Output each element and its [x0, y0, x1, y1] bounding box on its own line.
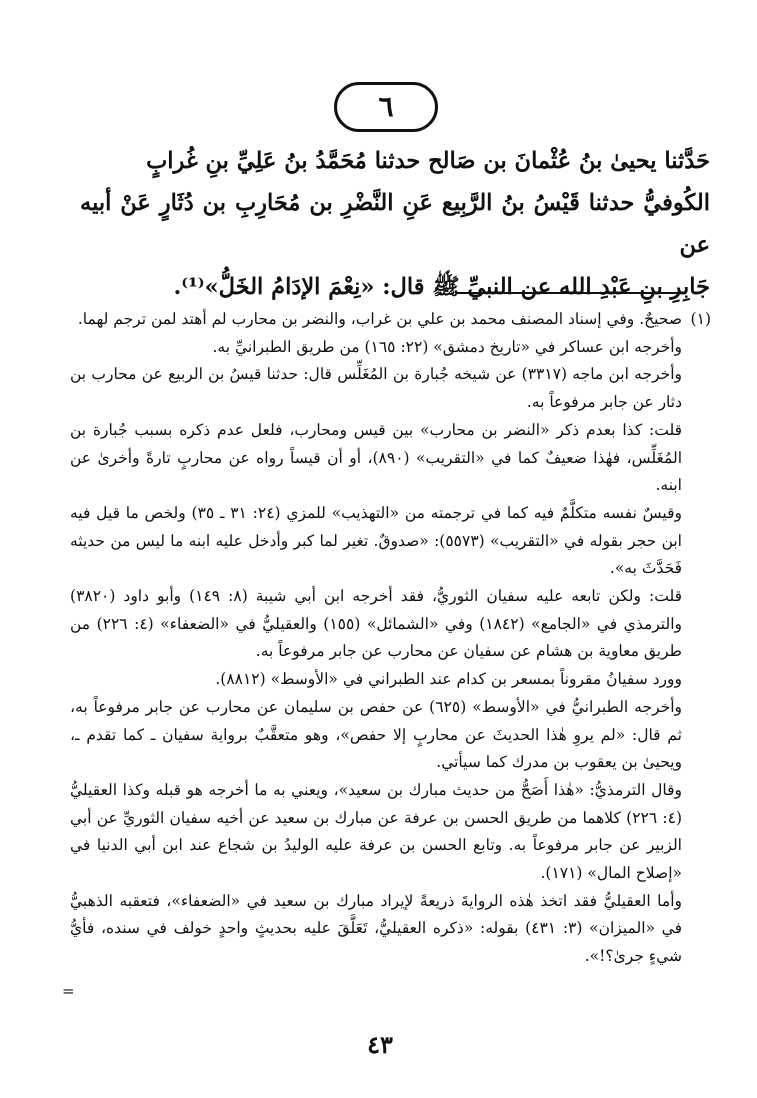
hadith-number-badge: [334, 82, 438, 132]
hadith-line: الكُوفيُّ حدثنا قَيْسُ بنُ الرَّبِيع عَنِ النَّضْرِ بن مُحَارِبِ بن دُثَارٍ عَنْ أبيه عن: [80, 190, 710, 258]
footnote-paragraph: وأخرجه ابن عساكر في «تاريخ دمشق» (٢٢: ١٦٥) من طريق الطبرانيِّ به.: [212, 337, 682, 356]
footnote-paragraph: وقال الترمذيُّ: «هٰذا أَصَحُّ من حديث مبارك بن سعيد»، ويعني به ما أخرجه هو قبله وكذا العقيليُّ (٤: ٢٢٦) كلاهما من طريق الحسن بن عرفة عن مبارك بن سعيد عن أخيه سفيان الثوريِّ عن أبي الزبير عن جابر مرفوعاً به. وتابع الحسن بن عرفة عليه الوليدُ بن شجاع عند ابن أبي الدنيا في «إصلاح المال» (١٧١).: [70, 780, 682, 883]
footnote-paragraph: قلت: ولكن تابعه عليه سفيان الثوريُّ، فقد أخرجه ابن أبي شيبة (٨: ١٤٩) وأبو داود (٣٨٢٠) والترمذي في «الجامع» (١٨٤٢) وفي «الشمائل» (١٥٥) والعقيليُّ في «الضعفاء» (٤: ٢٢٦) من طريق معاوية بن هشام عن سفيان عن محارب عن جابر مرفوعاً به.: [70, 587, 682, 661]
footnote-paragraph: صحيحٌ. وفي إسناد المصنف محمد بن علي بن غراب، والنضر بن محارب لم أهتد لمن ترجم لهما.: [77, 310, 682, 328]
footnote-paragraph: قلت: كذا بعدم ذكر «النضر بن محارب» بين قيس ومحارب، فلعل عدم ذكره بسبب جُبارة بن المُغَلِّس، فهٰذا ضعيفٌ كما في «التقريب» (٨٩٠)، أو أن قيساً رواه عن محاربٍ تارةً وأخرىٰ عن ابنه.: [70, 420, 683, 495]
hadith-line: جَابِرِ بنِ عَبْدِ الله عن النبيِّ ﷺ قال: «نِعْمَ الإدَامُ الخَلُّ»⁽¹⁾.: [173, 274, 710, 300]
footnote-paragraph: وأخرجه الطبرانيُّ في «الأوسط» (٦٢٥) عن حفص بن سليمان عن محارب عن جابر مرفوعاً به، ثم قال: «لم يروِ هٰذا الحديثَ عن محاربٍ إلا حفص»، وهو متعقَّبٌ برواية سفيان ـ كما تقدم ـ، ويحيىٰ بن يعقوب بن مدرك كما سيأتي.: [70, 697, 682, 772]
footnote-body: [70, 306, 682, 971]
hadith-text: [80, 140, 710, 308]
page-number: ٤٣: [367, 1030, 393, 1059]
hadith-number: ٦: [378, 90, 394, 123]
footnote-divider: [456, 292, 682, 294]
hadith-line: حَدَّثنا يحيىٰ بنُ عُثْمانَ بن صَالح حدثنا مُحَمَّدُ بنُ عَلِيِّ بنِ غُرابٍ: [146, 148, 710, 174]
footnote-paragraph: وأخرجه ابن ماجه (٣٣١٧) عن شيخه جُبارة بن المُغَلِّس قال: حدثنا قيسُ بن الربيع عن محارب بن دثار عن جابر مرفوعاً به.: [70, 365, 682, 412]
continuation-mark: =: [62, 982, 75, 1000]
footnote-paragraph: وأما العقيليُّ فقد اتخذ هٰذه الروايةَ ذريعةً لإيراد مبارك بن سعيد في «الضعفاء»، فتعقبه الذهبيُّ في «الميزان» (٣: ٤٣١) بقوله: «ذكره العقيليُّ، تَعَلَّقَ عليه بحديثٍ واحدٍ خولف في سنده، فأيُّ شيءٍ جرىٰ؟!».: [70, 891, 683, 966]
footnote-number: (١): [690, 310, 711, 328]
footnote-paragraph: وورد سفيانُ مقروناً بمسعر بن كدام عند الطبراني في «الأوسط» (٨٨١٢).: [215, 670, 682, 689]
footnote-paragraph: وقيسٌ نفسه متكلَّمٌ فيه كما في ترجمته من «التهذيب» للمزي (٢٤: ٣١ ـ ٣٥) ولخص ما قيل فيه ابن حجر بقوله في «التقريب» (٥٥٧٣): «صدوقٌ. تغير لما كبر وأدخل عليه ابنه ما ليس من حديثه فَحَدَّثَ به».: [70, 503, 682, 578]
